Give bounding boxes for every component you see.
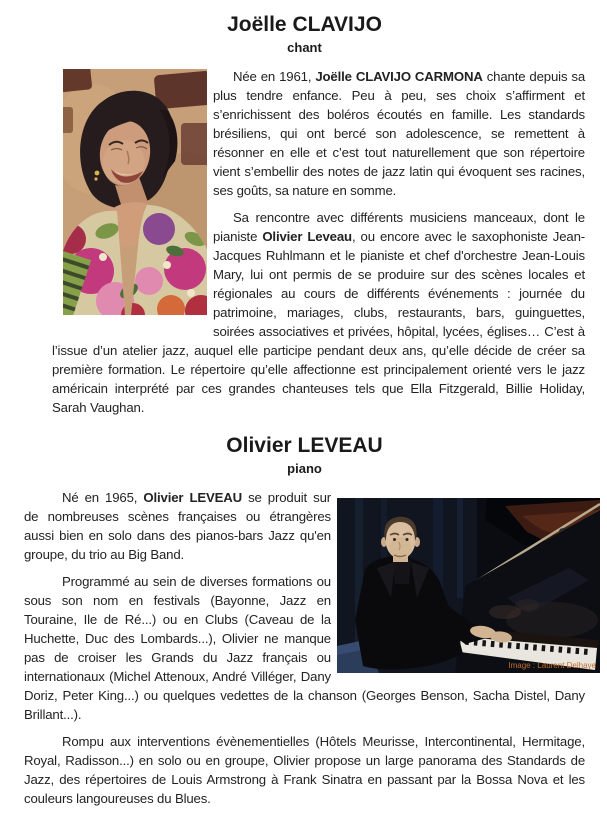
section-olivier (24, 433, 596, 816)
paragraph-joelle-1: Née en 1961, Joëlle CLAVIJO CARMONA chante depuis sa plus tendre enfance. Peu à peu, ses choix s’affirment et s’enrichissent des boléros écoutés en famille. Les standards brésiliens, qui ont bercé son adolescence, se remettent à résonner en elle et c’est tout naturellement que son répertoire vient s’embellir des notes de jazz latin qui évoquent ses racines, ses goûts, sa nature en somme. (213, 69, 586, 198)
section-joelle-body (52, 67, 585, 417)
paragraph-olivier-1: Né en 1965, Olivier LEVEAU se produit sur de nombreuses scènes françaises ou étrangères aussi bien en solo dans des pianos-bars Jazz qu'en groupe, du trio au Big Band. (24, 490, 331, 562)
paragraph-joelle-2: Sa rencontre avec différents musiciens manceaux, dont le pianiste Olivier Leveau, ou encore avec le saxophoniste Jean-Jacques Ruhlmann et le pianiste et chef d'orchestre Jean-Louis Mary, lui ont permis de se produire sur des scènes locales et régionales au cours de différents événements : journée du patrimoine, mariages, clubs, restaurants, bars, guinguettes, soirées associatives et privées, hôpital, lycées, églises… C’est à l’issue d’un atelier jazz, auquel elle participe pendant deux ans, qu’elle décide de créer sa première formation. Le répertoire qu’elle affectionne est principalement orienté vers le jazz américain interprété par ces grandes chanteuses tels que Ella Fitzgerald, Billie Holiday, Sarah Vaughan. (52, 210, 586, 415)
joelle-portrait-illustration (63, 69, 207, 315)
olivier-piano-photo (337, 498, 600, 673)
photo-credit-caption: Image : Laurent Delhaye (508, 661, 596, 670)
subtitle-chant: chant (287, 40, 322, 55)
joelle-portrait-photo (63, 69, 207, 315)
paragraph-olivier-2: Programmé au sein de diverses formations ou sous son nom en festivals (Bayonne, Jazz en Touraine, Ile de Ré...) ou en Clubs (Caveau de la Huchette, Duc des Lombards...), Olivier ne manque pas de croiser les Grands du Jazz français ou internationaux (Michel Attenoux, André Villéger, Dany Doriz, Peter King...) ou quelques vedettes de la chanson (Georges Benson, Sacha Distel, Dany Brillant...). (24, 574, 585, 722)
olivier-piano-illustration (337, 498, 600, 673)
section-joelle (24, 12, 585, 425)
subtitle-piano: piano (287, 461, 322, 476)
page-title-joelle: Joëlle CLAVIJO (227, 13, 382, 36)
paragraph-olivier-3: Rompu aux interventions évènementielles (Hôtels Meurisse, Intercontinental, Hermitage, Royal, Radisson...) en solo ou en groupe, Olivier propose un large panorama des Standards de Jazz, des répertoires de Louis Armstrong à Frank Sinatra en passant par la Bossa Nova et les couleurs langoureuses du Blues. (24, 734, 585, 806)
page-title-olivier: Olivier LEVEAU (226, 434, 383, 457)
section-olivier-body (24, 488, 596, 808)
